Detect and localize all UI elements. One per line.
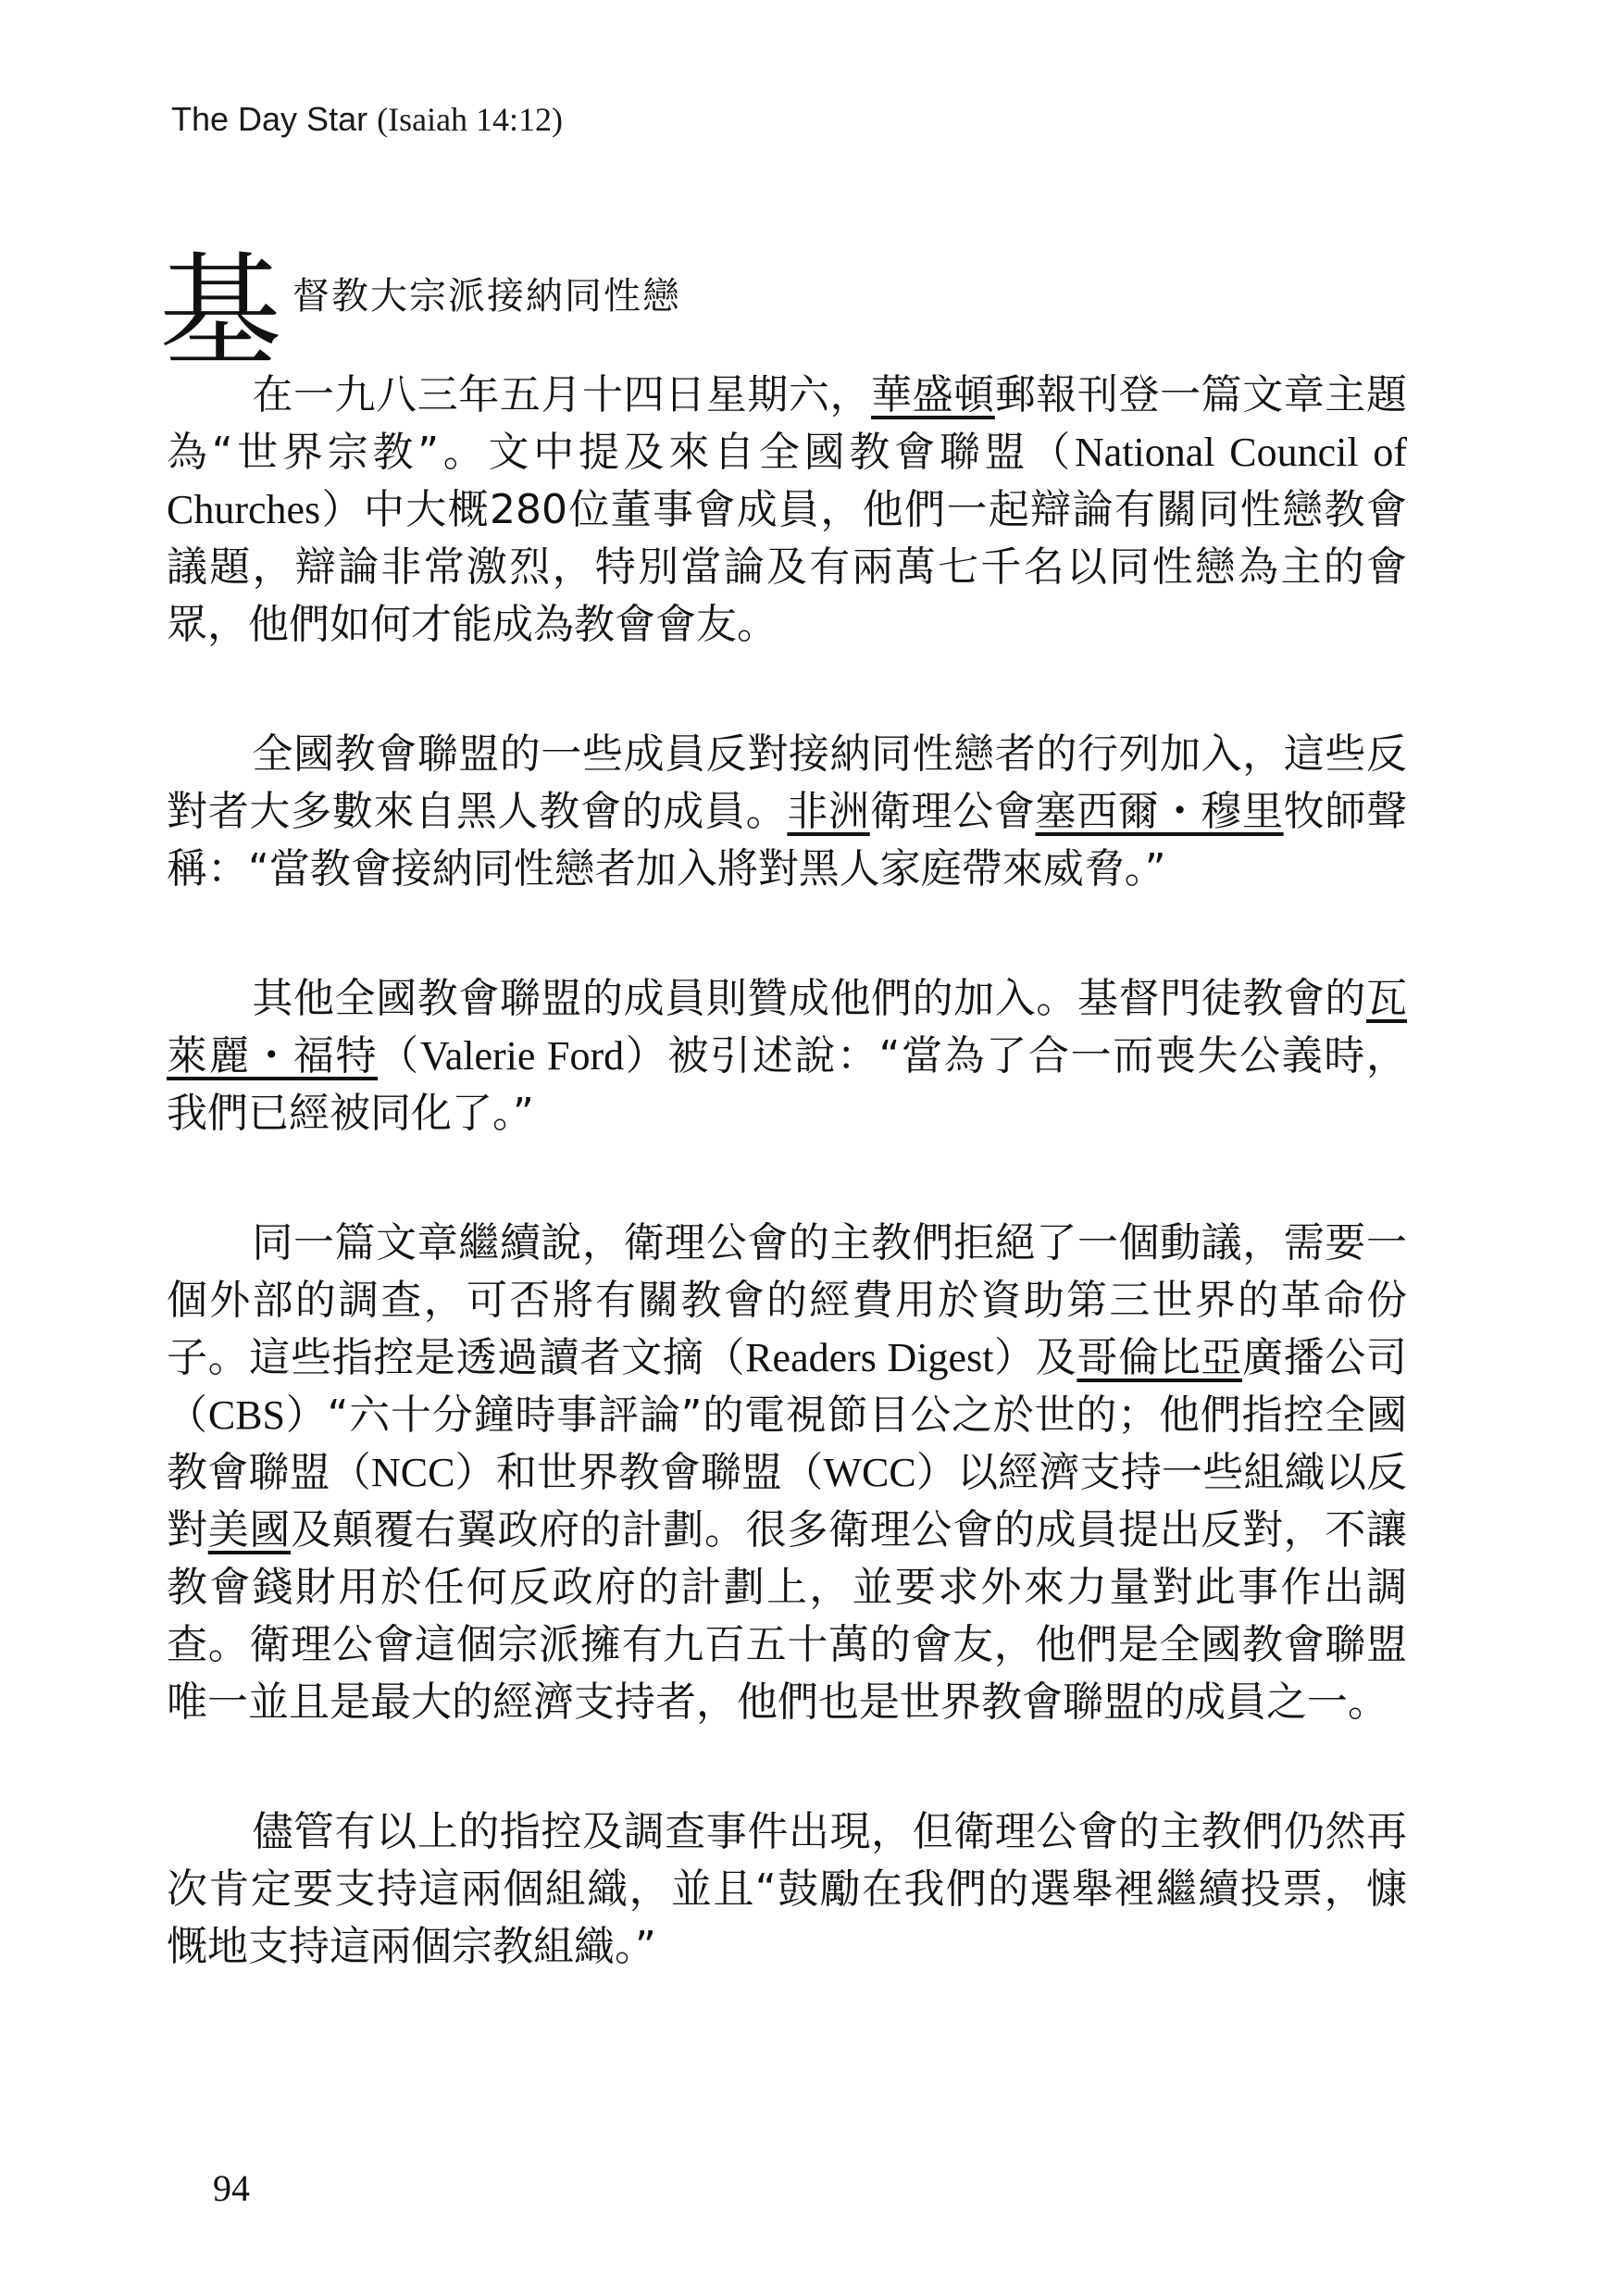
article-body <box>167 367 1407 2048</box>
paragraph-4 <box>167 1215 1407 1731</box>
paragraph-2 <box>167 726 1407 898</box>
heading-title: 督教大宗派接納同性戀 <box>292 275 681 318</box>
drop-cap: 基 <box>159 241 281 383</box>
proper-noun: 塞西爾・穆里 <box>1035 788 1284 835</box>
text-run: ）及 <box>993 1334 1077 1381</box>
english-term: CBS <box>207 1392 285 1438</box>
text-run: 及顛覆右翼政府的計劃。很多衛理公會的成員提出反對，不讓教會錢財用於任何反政府的計劃上，並要求外來力量對此事作出調查。衛理公會這個宗派擁有九百五十萬的會友，他們是全國教會聯盟唯一並且是最大的經濟支持者，他們也是世界教會聯盟的成員之一。 <box>167 1506 1408 1726</box>
english-term: Readers Digest <box>745 1335 994 1380</box>
paragraph-5 <box>167 1803 1407 1976</box>
english-term: NCC <box>370 1450 455 1495</box>
text-run: ）中大概280位董事會成員，他們一起辯論有關同性戀教會議題，辯論非常激烈，特別當論及有兩萬七千名以同性戀為主的會眾，他們如何才能成為教會會友。 <box>167 486 1407 648</box>
text-run: 同一篇文章繼續說，衛理公會的主教們拒絕了一個動議，需要一個外部的調查，可否將有關教會的經費用於資助第三世界的革命份子。這些指控是透過讀者文摘（ <box>167 1219 1407 1381</box>
text-run: ）“六十分鐘時事評論”的電視節目公之於世的；他們指控全國教會聯盟（ <box>167 1391 1408 1496</box>
text-run: 在一九八三年五月十四日星期六， <box>252 371 872 418</box>
text-run: ）和世界教會聯盟（ <box>454 1449 824 1496</box>
proper-noun: 非洲 <box>787 788 870 835</box>
text-run: 牧師聲稱：“當教會接納同性戀者加入將對黑人家庭帶來威脅。” <box>167 788 1408 892</box>
text-run: 郵報刊登一篇文章主題為“世界宗教”。文中提及來自全國教會聯盟（ <box>167 371 1407 476</box>
page-number: 94 <box>213 2167 250 2209</box>
english-term: Valerie Ford <box>419 1033 625 1079</box>
book-title: The Day Star <box>171 100 368 138</box>
text-run: 廣播公司（ <box>167 1334 1407 1439</box>
text-run: ）被引述說：“當為了合一而喪失公義時，我們已經被同化了。” <box>167 1032 1408 1137</box>
text-run: 儘管有以上的指控及調查事件出現，但衛理公會的主教們仍然再次肯定要支持這兩個組織，並且“鼓勵在我們的選舉裡繼續投票，慷慨地支持這兩個宗教組織。” <box>167 1808 1407 1970</box>
proper-noun: 華盛頓 <box>871 371 995 418</box>
text-run: （ <box>378 1032 420 1079</box>
proper-noun: 哥倫比亞 <box>1077 1334 1243 1381</box>
text-run: 其他全國教會聯盟的成員則贊成他們的加入。基督門徒教會的 <box>252 975 1366 1022</box>
proper-noun: 瓦萊麗・福特 <box>167 975 1407 1079</box>
english-term: WCC <box>823 1450 916 1495</box>
paragraph-1 <box>167 367 1407 654</box>
paragraph-3 <box>167 970 1407 1142</box>
proper-noun: 美國 <box>207 1506 292 1554</box>
text-run: 全國教會聯盟的一些成員反對接納同性戀者的行列加入，這些反對者大多數來自黑人教會的成員。 <box>167 730 1407 835</box>
text-run: ）以經濟支持一些組織以反對 <box>167 1449 1408 1554</box>
english-term: National Council of Churches <box>167 430 1407 532</box>
text-run: 衛理公會 <box>869 788 1036 835</box>
scripture-reference: (Isaiah 14:12) <box>377 101 564 138</box>
running-head <box>171 100 563 139</box>
